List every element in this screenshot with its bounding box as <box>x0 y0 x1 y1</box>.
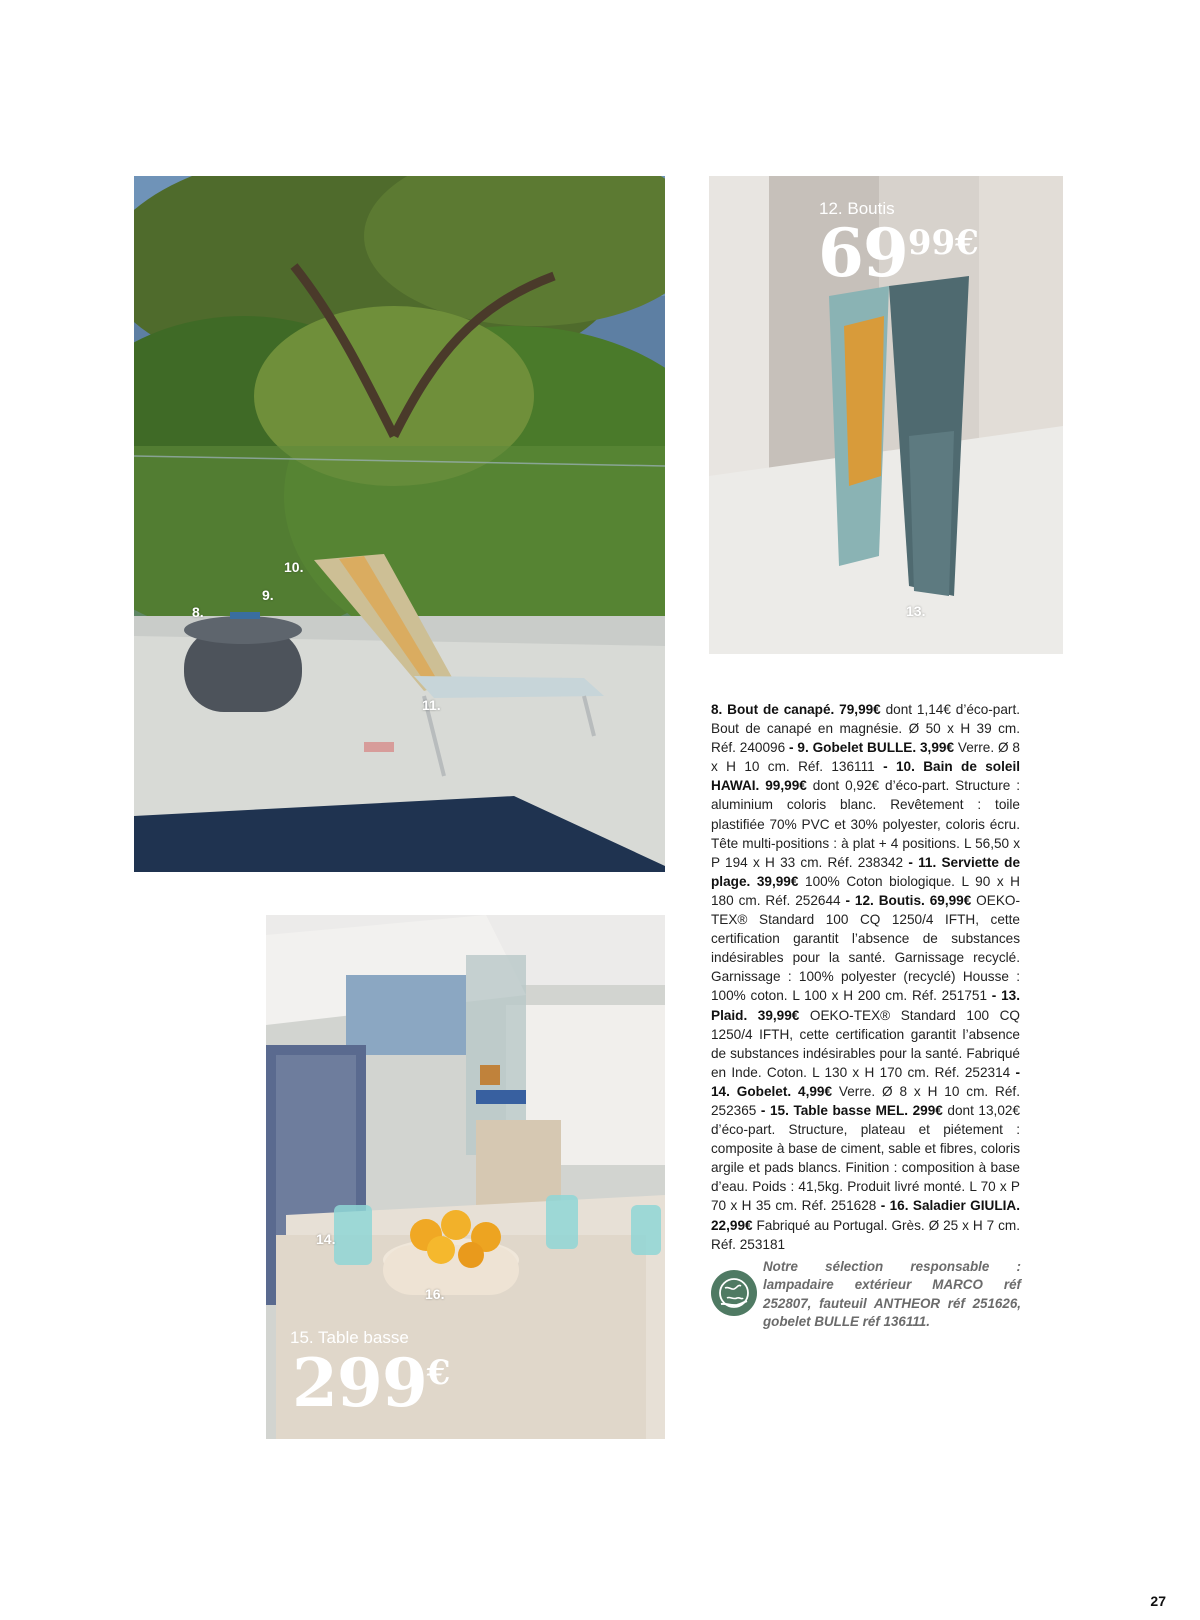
product-details: dont 0,92€ d’éco-part. Structure : aluminium coloris blanc. Revêtement : toile plastifiée 70% PVC et 30% polyester, coloris écru. Tête multi-positions : à plat + 4 positions. L 56,50 x P 194 x H 33 cm. Réf. 238342 <box>711 778 1020 870</box>
product-details: Fabriqué au Portugal. Grès. Ø 25 x H 7 cm. Réf. 253181 <box>711 1217 1020 1252</box>
item-number-11: 11. <box>422 697 441 713</box>
table-basse-price-cents: € <box>426 1353 451 1393</box>
boutis-price <box>818 214 979 292</box>
photo-terrace-lounger <box>134 176 665 872</box>
product-heading: - 11. Serviette de plage. 39,99€ <box>711 854 1021 889</box>
product-heading: - 10. Bain de soleil HAWAI. 99,99€ <box>711 759 1020 794</box>
item-number-13: 13. <box>906 603 926 619</box>
product-heading: - 13. Plaid. 39,99€ <box>711 988 1020 1023</box>
product-heading: - 14. Gobelet. 4,99€ <box>711 1064 1020 1099</box>
product-details: dont 1,14€ d’éco-part. Bout de canapé en magnésie. Ø 50 x H 39 cm. Réf. 240096 <box>711 702 1020 756</box>
eco-selection-text: Notre sélection responsable : lampadaire extérieur MARCO réf 252807, fauteuil ANTHEOR réf 251626, gobelet BULLE réf 136111. <box>763 1259 1021 1330</box>
table-basse-price-integer: 299 <box>292 1344 427 1422</box>
table-basse-price <box>292 1344 451 1422</box>
globe-hand-icon <box>711 1270 757 1316</box>
product-heading: 8. Bout de canapé. 79,99€ <box>711 702 881 717</box>
page-number: 27 <box>1150 1593 1166 1609</box>
product-details: Verre. Ø 8 x H 10 cm. Réf. 252365 <box>711 1083 1020 1118</box>
item-number-14: 14. <box>316 1231 336 1247</box>
product-details: 100% Coton biologique. L 90 x H 180 cm. Réf. 252644 <box>711 873 1021 908</box>
product-heading: - 15. Table basse MEL. 299€ <box>760 1102 943 1118</box>
product-descriptions <box>711 700 1020 1254</box>
item-number-10: 10. <box>284 559 304 575</box>
product-details: dont 13,02€ d’éco-part. Structure, plateau et piétement : composite à base de ciment, sable et fibres, coloris argile et pads blancs. Finition : composition à base d’eau. Poids : 41,5kg. Produit livré monté. L 70 x P 70 x H 35 cm. Réf. 251628 <box>711 1102 1020 1214</box>
product-heading: - 12. Boutis. 69,99€ <box>845 892 972 908</box>
eco-selection <box>711 1258 1021 1330</box>
product-details: OEKO-TEX® Standard 100 CQ 1250/4 IFTH, cette certification garantit l’absence de substances indésirables pour la santé. Garnissage recyclé. Garnissage : 100% polyester (recyclé) Housse : 100% coton. L 100 x H 200 cm. Réf. 251751 <box>711 892 1020 1004</box>
item-number-8: 8. <box>192 604 204 620</box>
product-details: Verre. Ø 8 x H 10 cm. Réf. 136111 <box>711 740 1020 775</box>
boutis-price-cents: 99€ <box>907 223 979 263</box>
product-details: OEKO-TEX® Standard 100 CQ 1250/4 IFTH, cette certification garantit l’absence de substances indésirables pour la santé. Fabriqué en Inde. Coton. L 130 x H 170 cm. Réf. 252314 <box>711 1007 1020 1080</box>
boutis-price-integer: 69 <box>818 214 908 292</box>
boutis-label: 12. Boutis <box>819 199 895 218</box>
item-number-16: 16. <box>425 1286 445 1302</box>
product-heading: - 9. Gobelet BULLE. 3,99€ <box>789 740 955 756</box>
table-basse-label: 15. Table basse <box>290 1328 409 1347</box>
item-number-9: 9. <box>262 587 274 603</box>
product-heading: - 16. Saladier GIULIA. 22,99€ <box>711 1198 1020 1233</box>
